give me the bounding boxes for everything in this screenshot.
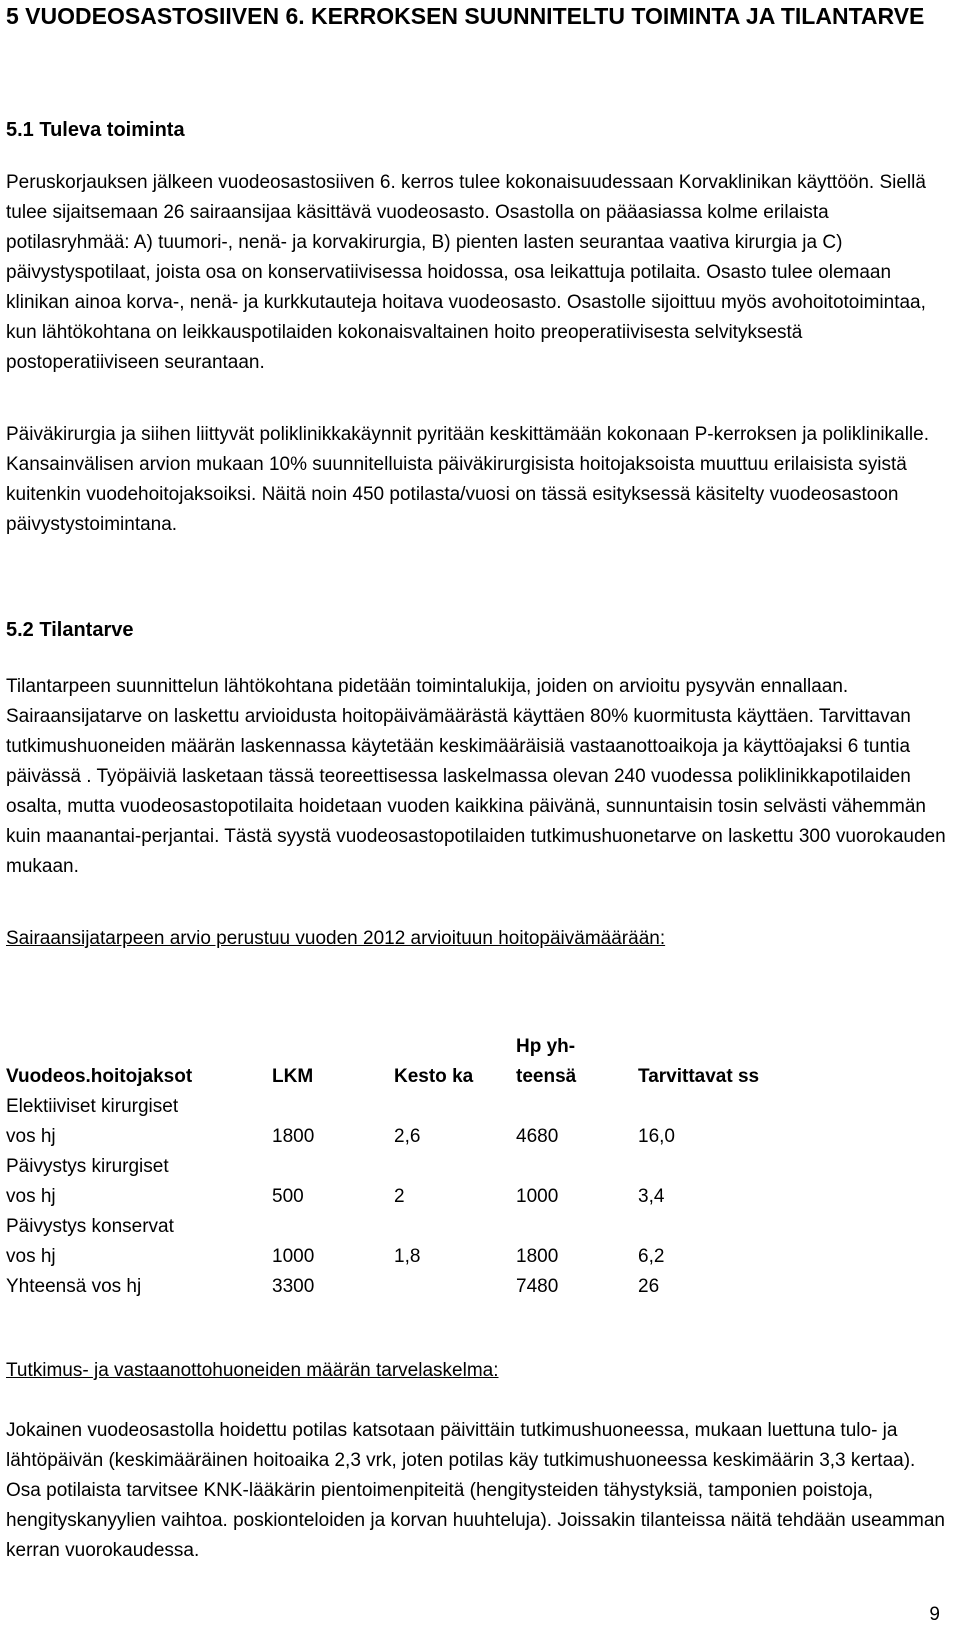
table-row (6, 1242, 838, 1272)
section-title-tuleva-toiminta: 5.1 Tuleva toiminta (6, 119, 185, 141)
cell-kesto: 2,6 (394, 1126, 421, 1147)
table-row (6, 1092, 838, 1122)
header-tarvittavat-ss: Tarvittavat ss (638, 1066, 760, 1087)
page-number: 9 (929, 1604, 940, 1625)
row-label: vos hj (6, 1186, 56, 1207)
header-lkm: LKM (272, 1066, 314, 1087)
header-vuodeos: Vuodeos.hoitojaksot (6, 1066, 193, 1087)
table-row (6, 1182, 838, 1212)
cell-ss: 16,0 (638, 1126, 675, 1147)
calculation-caption: Tutkimus- ja vastaanottohuoneiden määrän tarvelaskelma: (6, 1360, 499, 1381)
paragraph-tilantarve-2: Jokainen vuodeosastolla hoidettu potilas katsotaan päivittäin tutkimushuoneessa, mukaan luettuna tulo- ja lähtöpäivän (keskimääräinen hoitoaika 2,3 vrk, joten potilas käy tutkimushuoneessa keskimäärin 3,3 kertaa). Osa potilaista tarvitsee KNK-lääkärin pientoimenpiteitä (hengitysteiden tähystyksiä, tamponien poistoja, hengityskanyylien vaihtoa. poskionteloiden ja korvan huuhteluja). Joissakin tilanteissa näitä tehdään useamman kerran vuorokaudessa. (6, 1420, 945, 1561)
header-hp-line2: teensä (516, 1066, 577, 1087)
row-label: Päivystys konservat (6, 1216, 174, 1237)
table-caption: Sairaansijatarpeen arvio perustuu vuoden 2012 arvioituun hoitopäivämäärään: (6, 928, 666, 949)
paragraph-tuleva-toiminta-1: Peruskorjauksen jälkeen vuodeosastosiiven 6. kerros tulee kokonaisuudessaan Korvaklinikan käyttöön. Siellä tulee sijaitsemaan 26 sairaansijaa käsittävä vuodeosasto. Osastolla on pääasiassa kolme erilaista potilasryhmää: A) tuumori-, nenä- ja korvakirurgia, B) pienten lasten seurantaa vaativa kirurgia ja C) päivystyspotilaat, joista osa on konservatiivisessa hoidossa, osa leikattuja potilaita. Osasto tulee olemaan klinikan ainoa korva-, nenä- ja kurkkutauteja hoitava vuodeosasto. Osastolle sijoittuu myös avohoitotoimintaa, kun lähtökohtana on leikkauspotilaiden kokonaisvaltainen hoito preoperatiivisesta selvityksestä postoperatiiviseen seurantaan. (6, 172, 926, 373)
section-title-tilantarve: 5.2 Tilantarve (6, 619, 134, 641)
table-header-row (6, 1032, 838, 1092)
cell-ss: 6,2 (638, 1246, 665, 1267)
header-hp-line1: Hp yh- (516, 1036, 576, 1057)
header-hp-yhteensa (516, 1032, 638, 1092)
paragraph-tuleva-toiminta-2: Päiväkirurgia ja siihen liittyvät poliklinikkakäynnit pyritään keskittämään kokonaan P-kerroksen ja poliklinikalle. Kansainvälisen arvion mukaan 10% suunnitelluista päiväkirurgisista hoitojaksoista muuttuu erilaisista syistä kuitenkin vuodehoitojaksoiksi. Näitä noin 450 potilasta/vuosi on tässä esityksessä käsitelty vuodeosastoon päivystystoimintana. (6, 424, 929, 535)
table-row (6, 1212, 838, 1242)
total-kesto (394, 1272, 516, 1302)
cell-lkm: 1800 (272, 1126, 315, 1147)
cell-kesto: 2 (394, 1186, 405, 1207)
total-hp: 7480 (516, 1276, 559, 1297)
table-row (6, 1152, 838, 1182)
cell-kesto: 1,8 (394, 1246, 421, 1267)
cell-ss: 3,4 (638, 1186, 665, 1207)
table-total-row (6, 1272, 838, 1302)
cell-hp: 1800 (516, 1246, 559, 1267)
total-ss: 26 (638, 1276, 660, 1297)
row-label: Elektiiviset kirurgiset (6, 1096, 179, 1117)
cell-lkm: 1000 (272, 1246, 315, 1267)
total-label: Yhteensä vos hj (6, 1276, 142, 1297)
row-label: vos hj (6, 1126, 56, 1147)
row-label: Päivystys kirurgiset (6, 1156, 169, 1177)
table-row (6, 1122, 838, 1152)
cell-hp: 4680 (516, 1126, 559, 1147)
row-label: vos hj (6, 1246, 56, 1267)
total-lkm: 3300 (272, 1276, 315, 1297)
cell-hp: 1000 (516, 1186, 559, 1207)
hoitopaiva-table (6, 1032, 838, 1302)
paragraph-tilantarve-1: Tilantarpeen suunnittelun lähtökohtana pidetään toimintalukija, joiden on arvioitu pysyvän ennallaan. Sairaansijatarve on laskettu arvioidusta hoitopäivämäärästä käyttäen 80% kuormitusta käyttäen. Tarvittavan tutkimushuoneiden määrän laskennassa käytetään keskimääräisiä vastaanottoaikoja ja käyttöajaksi 6 tuntia päivässä . Työpäiviä lasketaan tässä teoreettisessa laskelmassa olevan 240 vuodessa poliklinikkapotilaiden osalta, mutta vuodeosastopotilaita hoidetaan vuoden kaikkina päivänä, sunnuntaisin tosin selvästi vähemmän kuin maanantai-perjantai. Tästä syystä vuodeosastopotilaiden tutkimushuonetarve on laskettu 300 vuorokauden mukaan. (6, 676, 946, 877)
header-kesto: Kesto ka (394, 1066, 474, 1087)
chapter-heading: 5 VUODEOSASTOSIIVEN 6. KERROKSEN SUUNNITELTU TOIMINTA JA TILANTARVE (6, 3, 925, 29)
cell-lkm: 500 (272, 1186, 304, 1207)
